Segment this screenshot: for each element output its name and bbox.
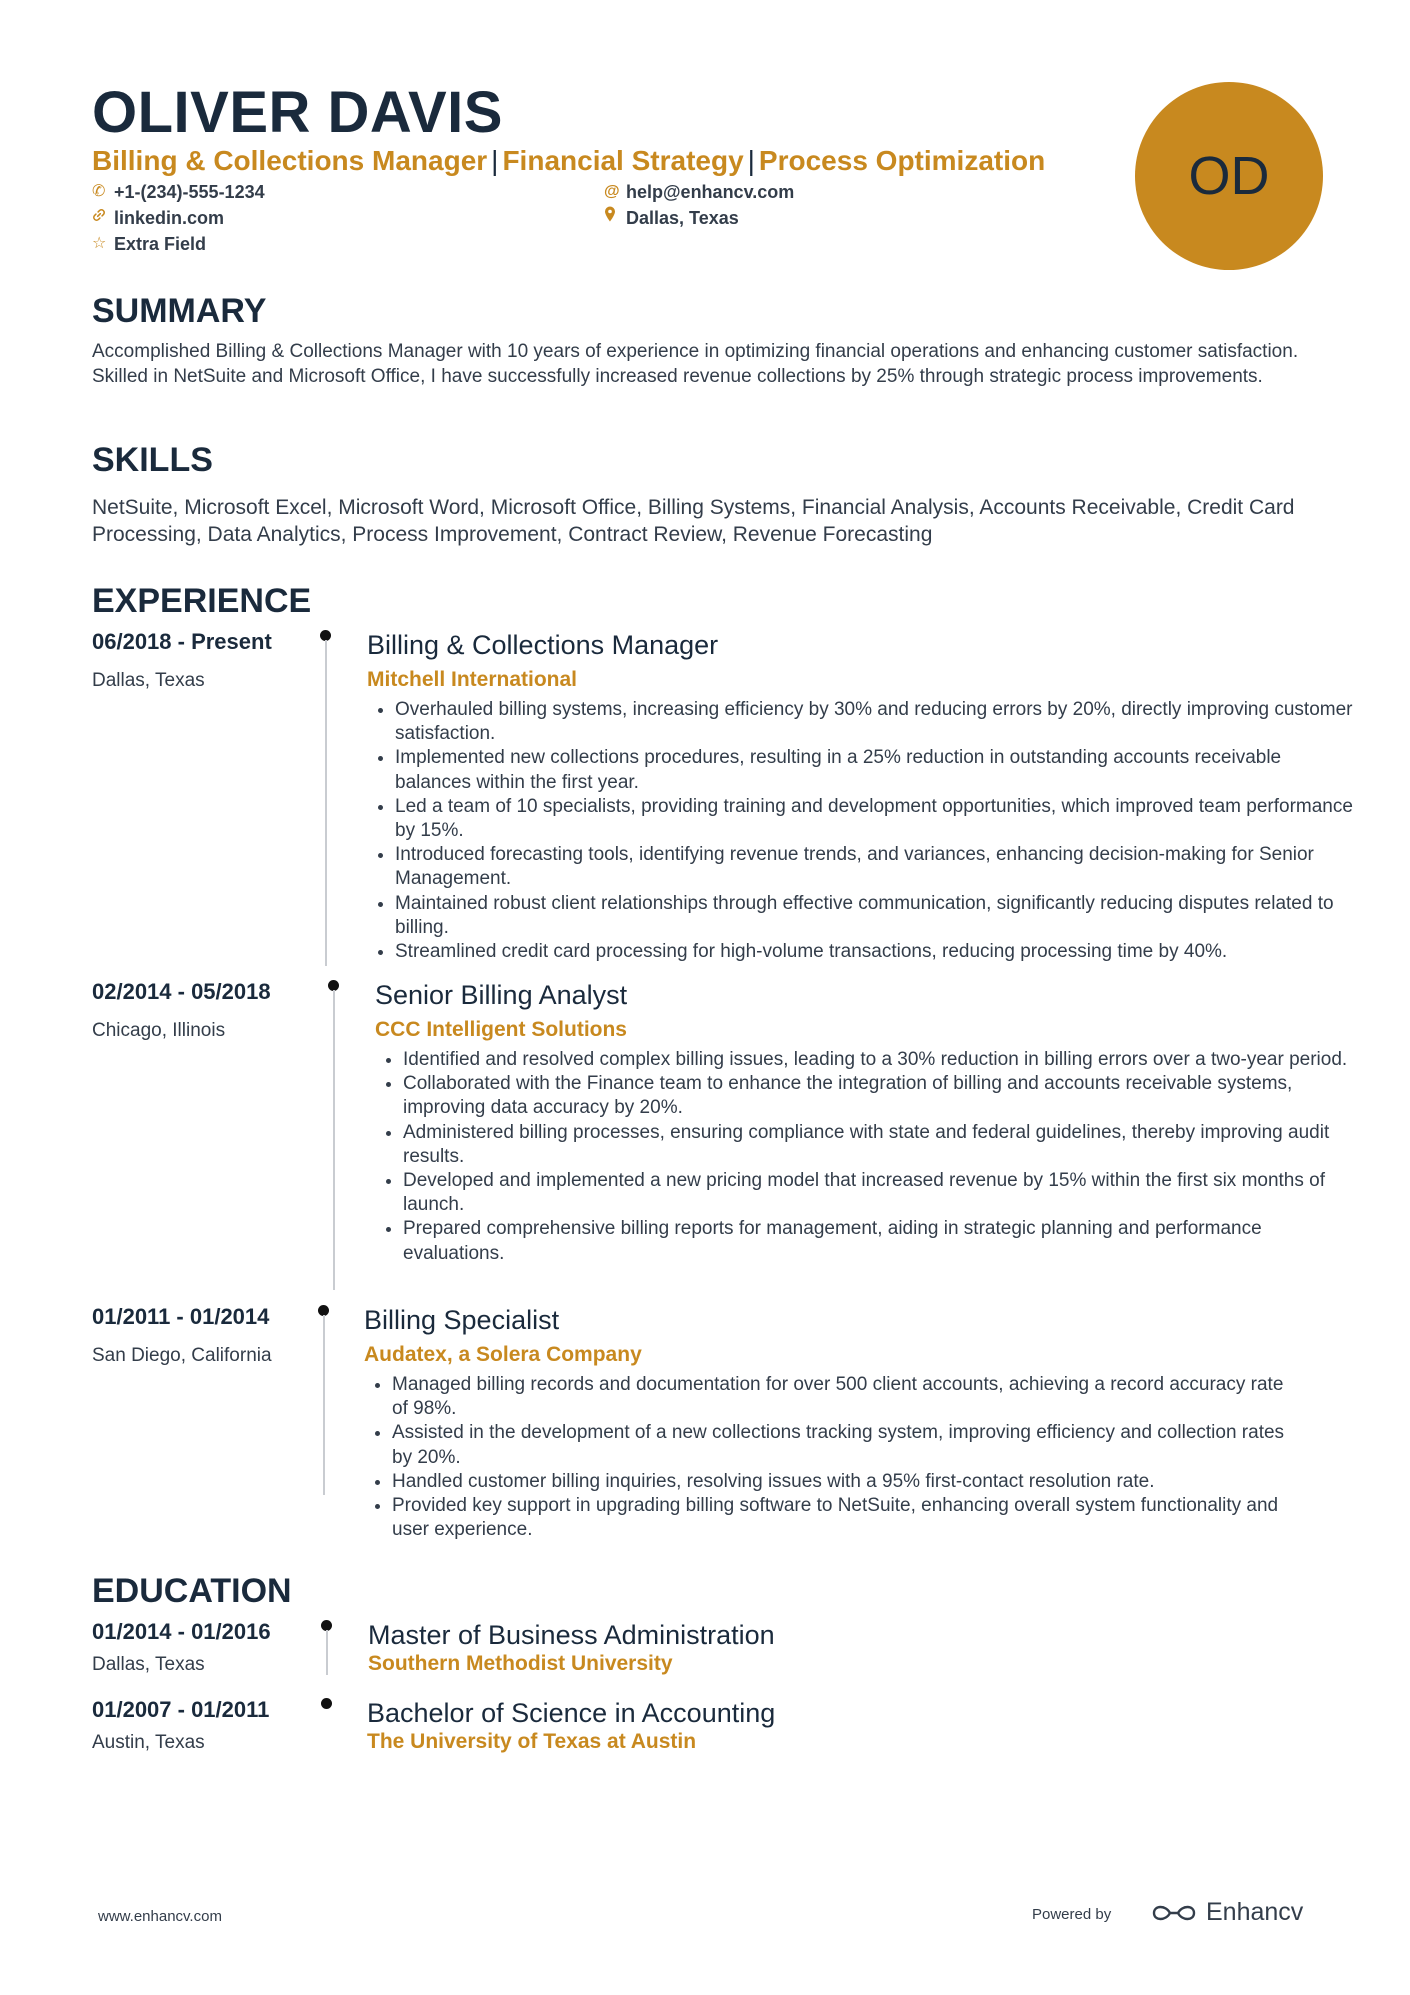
headline-separator: | (491, 145, 499, 176)
headline (92, 143, 1045, 179)
enhancv-logo-icon (1150, 1901, 1198, 1925)
phone-text: +1-(234)-555-1234 (114, 182, 265, 202)
headline-part: Billing & Collections Manager (92, 145, 488, 176)
extra-text: Extra Field (114, 234, 207, 254)
summary-text: Accomplished Billing & Collections Manager with 10 years of experience in optimizing financial operations and enhancing customer satisfaction. Skilled in NetSuite and Microsoft Office, I have successfully increased revenue collections by 25% through strategic process improvements. (92, 341, 1299, 387)
job-location: Dallas, Texas (92, 670, 205, 691)
candidate-name: OLIVER DAVIS (92, 80, 503, 145)
footer-website[interactable]: www.enhancv.com (98, 1908, 222, 1925)
bullet-item: • Overhauled billing systems, increasing efficiency by 30% and reducing errors by 20%, directly improving customer satisfaction. (395, 698, 1355, 746)
brand-name: Enhancv (1206, 1898, 1304, 1926)
job-title: Billing Specialist (364, 1305, 560, 1335)
timeline-line (326, 1630, 328, 1675)
contact-phone (92, 180, 265, 204)
avatar (1135, 82, 1323, 270)
job-bullets (364, 1373, 1292, 1542)
linkedin-text[interactable]: linkedin.com (114, 208, 225, 228)
bullet-item: • Maintained robust client relationships through effective communication, significantly reducing disputes related to billing. (395, 892, 1355, 940)
timeline-line (325, 640, 327, 966)
company-name: CCC Intelligent Solutions (375, 1018, 627, 1041)
bullet-item: • Introduced forecasting tools, identifying revenue trends, and variances, enhancing decision-making for Senior Management. (395, 843, 1355, 891)
timeline-dot (321, 1698, 332, 1709)
bullet-item: • Streamlined credit card processing for high-volume transactions, reducing processing time by 40%. (395, 940, 1355, 964)
email-text[interactable]: help@enhancv.com (626, 182, 795, 202)
education-title: EDUCATION (92, 1572, 292, 1610)
edu-dates: 01/2007 - 01/2011 (92, 1697, 270, 1722)
edu-location: Dallas, Texas (92, 1654, 205, 1675)
bullet-item: • Identified and resolved complex billing issues, leading to a 30% reduction in billing errors over a two-year period. (403, 1048, 1358, 1072)
bullet-item: • Prepared comprehensive billing reports for management, aiding in strategic planning and performance evaluations. (403, 1217, 1358, 1265)
bullet-item: • Led a team of 10 specialists, providing training and development opportunities, which improved team performance by 15%. (395, 795, 1355, 843)
pin-icon (604, 206, 626, 230)
experience-title: EXPERIENCE (92, 582, 312, 620)
bullet-item: • Collaborated with the Finance team to enhance the integration of billing and accounts receivable systems, improving data accuracy by 20%. (403, 1072, 1358, 1120)
job-title: Billing & Collections Manager (367, 630, 719, 660)
timeline-line (323, 1315, 325, 1495)
job-dates: 06/2018 - Present (92, 629, 272, 654)
school-name: The University of Texas at Austin (367, 1730, 697, 1753)
job-dates: 01/2011 - 01/2014 (92, 1304, 270, 1329)
bullet-item: • Implemented new collections procedures, resulting in a 25% reduction in outstanding accounts receivable balances within the first year. (395, 746, 1355, 794)
phone-icon: ✆ (92, 183, 106, 200)
bullet-item: • Handled customer billing inquiries, resolving issues with a 95% first-contact resolution rate. (392, 1470, 1292, 1494)
bullet-item: • Developed and implemented a new pricing model that increased revenue by 15% within the first six months of launch. (403, 1169, 1358, 1217)
job-dates: 02/2014 - 05/2018 (92, 979, 271, 1004)
job-title: Senior Billing Analyst (375, 980, 628, 1010)
at-icon: @ (604, 183, 620, 200)
contact-extra (92, 232, 206, 256)
headline-part: Process Optimization (758, 145, 1046, 176)
edu-dates: 01/2014 - 01/2016 (92, 1619, 271, 1644)
company-name: Audatex, a Solera Company (364, 1343, 642, 1366)
bullet-item: • Administered billing processes, ensuring compliance with state and federal guidelines, thereby improving audit results. (403, 1121, 1358, 1169)
bullet-item: • Managed billing records and documentation for over 500 client accounts, achieving a record accuracy rate of 98%. (392, 1373, 1292, 1421)
contact-email[interactable] (604, 180, 794, 204)
headline-part: Financial Strategy (502, 145, 744, 176)
brand-logo[interactable] (1150, 1898, 1303, 1927)
bullet-item: • Assisted in the development of a new collections tracking system, improving efficiency and collection rates by 20%. (392, 1421, 1292, 1469)
job-location: San Diego, California (92, 1345, 272, 1366)
edu-location: Austin, Texas (92, 1732, 205, 1753)
bullet-item: • Provided key support in upgrading billing software to NetSuite, enhancing overall system functionality and user experience. (392, 1494, 1292, 1542)
job-bullets (375, 1048, 1358, 1266)
skills-text: NetSuite, Microsoft Excel, Microsoft Word, Microsoft Office, Billing Systems, Financial Analysis, Accounts Receivable, Credit Card Processing, Data Analytics, Process Improvement, Contract Review, Revenue Forecasting (92, 496, 1295, 546)
headline-separator: | (747, 145, 755, 176)
degree-title: Master of Business Administration (368, 1620, 775, 1650)
link-icon (92, 206, 114, 230)
degree-title: Bachelor of Science in Accounting (367, 1698, 776, 1728)
powered-by-label: Powered by (1032, 1906, 1112, 1923)
location-text: Dallas, Texas (626, 208, 739, 228)
job-location: Chicago, Illinois (92, 1020, 226, 1041)
timeline-line (333, 990, 335, 1290)
job-bullets (367, 698, 1355, 964)
skills-title: SKILLS (92, 441, 213, 479)
avatar-initials: OD (1188, 146, 1270, 206)
school-name: Southern Methodist University (368, 1652, 673, 1675)
star-icon: ☆ (92, 235, 107, 252)
company-name: Mitchell International (367, 668, 578, 691)
summary-title: SUMMARY (92, 292, 267, 330)
contact-linkedin[interactable] (92, 206, 224, 230)
contact-location (604, 206, 739, 230)
